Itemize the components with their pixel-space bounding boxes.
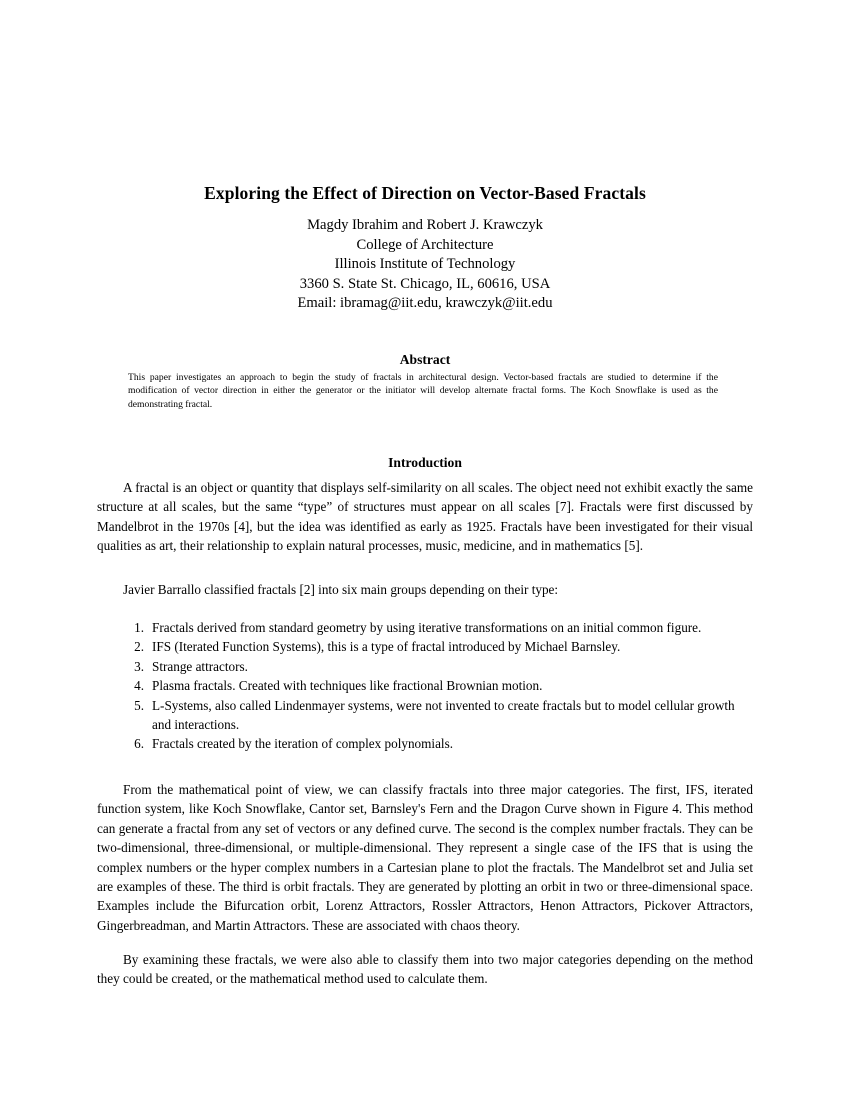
list-item-label: L-Systems, also called Lindenmayer systems, were not invented to create fractals but to model cellular growth and interactions. xyxy=(152,697,735,733)
list-item-label: IFS (Iterated Function Systems), this is a type of fractal introduced by Michael Barnsley. xyxy=(152,639,621,655)
author-department: College of Architecture xyxy=(356,236,494,253)
list-item-number: 1. xyxy=(134,620,144,635)
list-item-label: Fractals derived from standard geometry by using iterative transformations on an initial common figure. xyxy=(152,620,702,635)
introduction-paragraph-1-container xyxy=(97,478,753,556)
introduction-paragraph-4: By examining these fractals, we were also able to classify them into two major categories depending on the method they could be created, or the mathematical method used to calculate them. xyxy=(97,952,753,987)
author-address: 3360 S. State St. Chicago, IL, 60616, USA xyxy=(299,275,551,292)
list-item-number: 3. xyxy=(134,658,144,674)
list-item-number: 2. xyxy=(134,639,144,655)
introduction-paragraph-3: From the mathematical point of view, we can classify fractals into three major categories. The first, IFS, iterated function system, like Koch Snowflake, Cantor set, Barnsley's Fern and the Dragon Curve shown in Figure 4. This method can generate a fractal from any set of vectors or any defined curve. The second is the complex number fractals. They can be two-dimensional, three-dimensional, or multiple-dimensional. They represent a single case of the IFS that is using the complex numbers or the hyper complex numbers in a Cartesian plane to plot the fractals. The Mandelbrot set and Julia set are examples of these. The third is orbit fractals. They are generated by plotting an orbit in two or three-dimensional space. Examples include the Bifurcation orbit, Lorenz Attractors, Rossler Attractors, Henon Attractors, Pickover Attractors, Gingerbreadman, and Martin Attractors. These are associated with chaos theory. xyxy=(97,782,753,933)
introduction-paragraph-2: Javier Barrallo classified fractals [2] into six main groups depending on their type: xyxy=(123,582,559,597)
list-item-label: Plasma fractals. Created with techniques like fractional Brownian motion. xyxy=(152,678,543,694)
introduction-paragraph-4-container xyxy=(97,950,753,989)
introduction-paragraph-3-container xyxy=(97,780,753,935)
list-item xyxy=(122,676,754,695)
introduction-paragraph-2-container xyxy=(97,580,753,599)
list-item xyxy=(122,637,754,656)
introduction-heading: Introduction xyxy=(388,455,462,471)
list-item xyxy=(122,618,754,637)
list-item-number: 4. xyxy=(134,678,144,694)
author-institution: Illinois Institute of Technology xyxy=(334,256,516,273)
list-item xyxy=(122,734,754,753)
author-affiliation-block xyxy=(97,216,753,314)
abstract-text: This paper investigates an approach to begin the study of fractals in architectural design. Vector-based fractals are studied to determine if the modification of vector direction in either the generator or the initiator will develop alternate fractal forms. The Koch Snowflake is used as the demonstrating fractal. xyxy=(128,372,718,410)
list-item-label: Fractals created by the iteration of complex polynomials. xyxy=(152,736,454,752)
abstract-heading: Abstract xyxy=(399,352,451,368)
author-email: Email: ibramag@iit.edu, krawczyk@iit.edu xyxy=(297,295,553,312)
list-item-number: 5. xyxy=(134,697,144,713)
list-item-label: Strange attractors. xyxy=(152,658,248,674)
introduction-paragraph-1: A fractal is an object or quantity that displays self-similarity on all scales. The object need not exhibit exactly the same structure at all scales, but the same “type” of structures must appear on all scales [7]. Fractals were first discussed by Mandelbrot in the 1970s [4], but the idea was identified as early as 1925. Fractals have been investigated for their visual qualities as art, their relationship to explain natural processes, music, medicine, and in mathematics [5]. xyxy=(97,480,753,554)
list-item xyxy=(122,657,754,676)
fractal-groups-list xyxy=(122,618,754,754)
list-item-number: 6. xyxy=(134,736,144,752)
page-title: Exploring the Effect of Direction on Vector-Based Fractals xyxy=(204,182,646,203)
list-item xyxy=(122,696,754,735)
author-names: Magdy Ibrahim and Robert J. Krawczyk xyxy=(307,217,543,233)
